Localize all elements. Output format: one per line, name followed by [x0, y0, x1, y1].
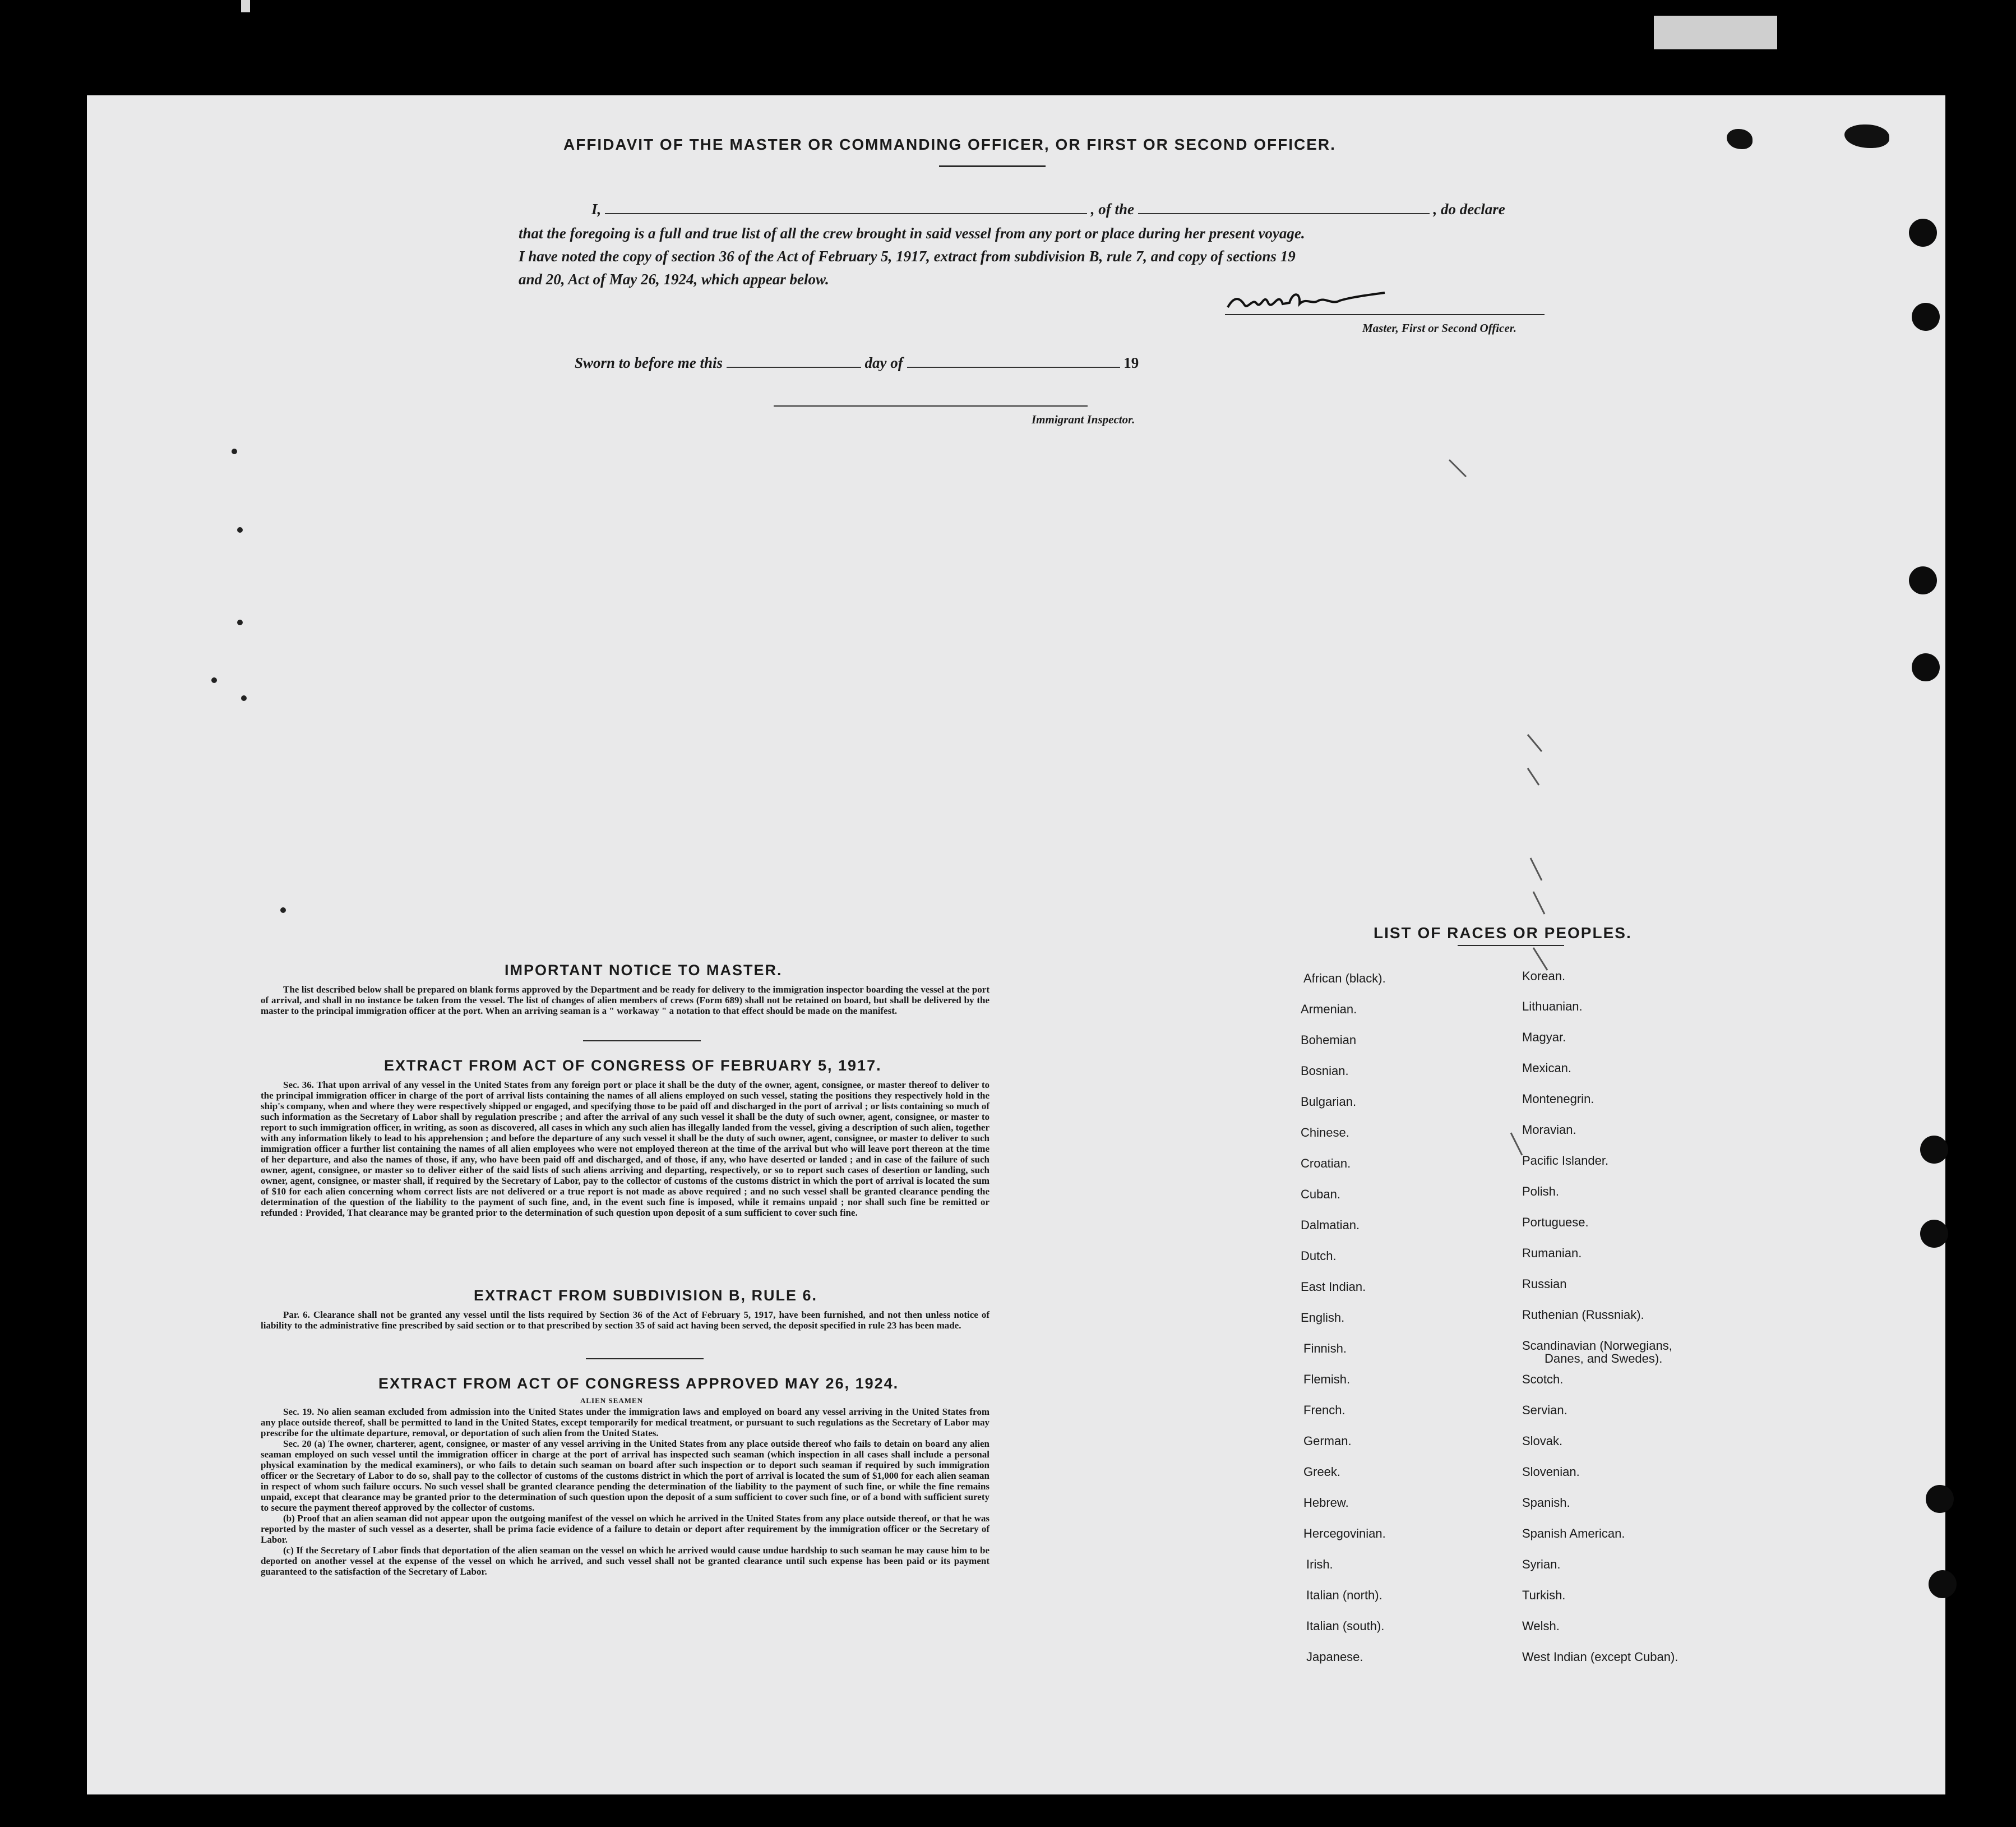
affidavit-line2: that the foregoing is a full and true list of all the crew brought in said vessel from any port or place during her present voyage. — [519, 225, 1305, 242]
race-right-20: Turkish. — [1522, 1588, 1566, 1602]
speck — [211, 677, 217, 683]
affidavit-line1 — [591, 201, 1505, 218]
race-right-5: Moravian. — [1522, 1123, 1576, 1137]
race-right-14: Servian. — [1522, 1403, 1568, 1417]
signature-caption: Master, First or Second Officer. — [1362, 321, 1516, 335]
race-right-10: Russian — [1522, 1277, 1567, 1291]
race-right-16: Slovenian. — [1522, 1465, 1580, 1479]
race-right-13: Scotch. — [1522, 1372, 1564, 1386]
ink-blot — [1844, 124, 1889, 148]
race-left-13: Flemish. — [1303, 1372, 1351, 1386]
race-left-7: Cuban. — [1301, 1187, 1340, 1201]
race-right-8: Portuguese. — [1522, 1215, 1589, 1229]
race-right-2: Magyar. — [1522, 1030, 1566, 1044]
section-20c-text: (c) If the Secretary of Labor finds that deportation of the alien seaman on the vessel on which he arrived would cause undue hardship to such seaman he may cause him to be deported on another vessel at the expense of the vessel on which he arrived, and such vessel shall not be granted clearance until such expense has been paid or its payment guaranteed to the satisfaction of the Secretary of Labor. — [261, 1545, 989, 1577]
pencil-tick-marks — [1444, 454, 1567, 1183]
race-right-19: Syrian. — [1522, 1557, 1561, 1571]
affidavit-line4: and 20, Act of May 26, 1924, which appear below. — [519, 271, 829, 288]
rule6-rule — [586, 1358, 704, 1359]
race-right-1: Lithuanian. — [1522, 999, 1583, 1013]
race-right-17: Spanish. — [1522, 1496, 1570, 1510]
affidavit-title-rule — [939, 165, 1046, 167]
race-left-3: Bosnian. — [1301, 1064, 1349, 1078]
race-left-22: Japanese. — [1306, 1650, 1363, 1664]
race-left-9: Dutch. — [1301, 1249, 1337, 1263]
race-left-6: Croatian. — [1301, 1156, 1351, 1170]
notice-rule — [583, 1040, 701, 1041]
race-right-0: Korean. — [1522, 969, 1566, 983]
section-20a-text: Sec. 20 (a) The owner, charterer, agent, consignee, or master of any vessel arriving in the United States from any place outside thereof who fails to detain on board any alien seaman employed on such vessel until the immigration officer in charge at the port of arrival has inspected such seaman (which inspection in all cases shall include a personal physical examination by the medical examiners), or who fails to detain such seaman on board after such inspection or to deport such seaman if required by such immigration officer or the Secretary of Labor to do so, shall pay to the collector of customs of the customs district in which the port of arrival is located the sum of $1,000 for each alien seaman in respect of whom such failure occurs. No such vessel shall be granted clearance pending the determination of the liability to the payment of such fine, or while the fine remains unpaid, except that clearance may be granted prior to the determination of such question upon the deposit of a sum sufficient to cover such fine, or of a bond with sufficient surety to secure the payment thereof approved by the collector of customs. — [261, 1438, 989, 1513]
punch-hole — [1929, 1570, 1957, 1598]
notice-text: The list described below shall be prepared on blank forms approved by the Department and be ready for delivery to the immigration inspector boarding the vessel at the port of arrival, and shall in no instance be taken from the vessel. The list of changes of alien members of crews (Form 689) shall not be retained on board, but shall be delivered by the master to the principal immigration officer at the port. When an arriving seaman is a " workaway " a notation to that effect should be made on the manifest. — [261, 984, 989, 1016]
rule6-text: Par. 6. Clearance shall not be granted any vessel until the lists required by Section 36 of the Act of February 5, 1917, have been furnished, and not then unless notice of liability to the administrative fine prescribed by said section or to that prescribed by section 35 of said act having been served, the deposit specified in rule 23 has been made. — [261, 1309, 989, 1331]
race-left-1: Armenian. — [1301, 1002, 1357, 1016]
affidavit-title: AFFIDAVIT OF THE MASTER OR COMMANDING OFFICER, OR FIRST OR SECOND OFFICER. — [563, 136, 1336, 153]
declarant-suffix: , do declare — [1433, 201, 1505, 218]
notice-body — [261, 984, 989, 1016]
race-left-19: Irish. — [1306, 1557, 1333, 1571]
sworn-month-blank — [907, 366, 1120, 368]
race-right-15: Slovak. — [1522, 1434, 1563, 1448]
race-right-7: Polish. — [1522, 1184, 1560, 1198]
speck — [237, 620, 243, 625]
race-right-21: Welsh. — [1522, 1619, 1560, 1633]
speck — [237, 527, 243, 533]
race-left-10: East Indian. — [1301, 1280, 1366, 1294]
sworn-day-label: day of — [864, 354, 903, 371]
inspector-line — [774, 405, 1088, 407]
race-left-11: English. — [1301, 1311, 1345, 1325]
notice-title: IMPORTANT NOTICE TO MASTER. — [505, 962, 783, 979]
extract-1917-body — [261, 1079, 989, 1218]
extract-1924-body — [261, 1406, 989, 1577]
race-left-15: German. — [1303, 1434, 1352, 1448]
speck — [280, 907, 286, 913]
scan-edge-top-left — [241, 0, 250, 12]
race-right-18: Spanish American. — [1522, 1526, 1625, 1540]
sworn-year: 19 — [1123, 354, 1139, 371]
race-left-0: African (black). — [1303, 971, 1386, 985]
race-left-5: Chinese. — [1301, 1125, 1349, 1139]
rule6-title: EXTRACT FROM SUBDIVISION B, RULE 6. — [474, 1287, 818, 1304]
race-left-21: Italian (south). — [1306, 1619, 1385, 1633]
race-right-4: Montenegrin. — [1522, 1092, 1594, 1106]
speck — [232, 449, 237, 454]
declarant-prefix: I, — [591, 201, 602, 218]
race-right-12: Scandinavian (Norwegians, — [1522, 1339, 1672, 1353]
speck — [241, 695, 247, 701]
sworn-prefix: Sworn to before me this — [575, 354, 723, 371]
section-20b-text: (b) Proof that an alien seaman did not appear upon the outgoing manifest of the vessel on which he arrived in the United States from any place outside thereof, or that he was reported by the master of such vessel as a deserter, shall be prima facie evidence of a failure to detain or deport after requirement by the immigration officer or the Secretary of Labor. — [261, 1513, 989, 1545]
race-left-17: Hebrew. — [1303, 1496, 1349, 1510]
affidavit-line3: I have noted the copy of section 36 of the Act of February 5, 1917, extract from subdivision B, rule 7, and copy of sections 19 — [519, 248, 1296, 265]
ink-blot — [1727, 129, 1753, 149]
manifest-page — [87, 95, 1945, 1794]
extract-1924-title: EXTRACT FROM ACT OF CONGRESS APPROVED MAY 26, 1924. — [378, 1375, 899, 1392]
extract-1917-title: EXTRACT FROM ACT OF CONGRESS OF FEBRUARY 5, 1917. — [384, 1057, 882, 1074]
vessel-name-blank — [1138, 213, 1430, 214]
rule6-body — [261, 1309, 989, 1331]
race-right-11: Ruthenian (Russniak). — [1522, 1308, 1644, 1322]
punch-hole — [1920, 1220, 1948, 1248]
sworn-line — [575, 354, 1139, 372]
race-right-22: West Indian (except Cuban). — [1522, 1650, 1679, 1664]
race-left-18: Hercegovinian. — [1303, 1526, 1386, 1540]
race-left-8: Dalmatian. — [1301, 1218, 1360, 1232]
section-36-text: Sec. 36. That upon arrival of any vessel in the United States from any foreign port or place it shall be the duty of the owner, agent, consignee, or master thereof to deliver to the principal immigration officer in charge of the port of arrival lists containing the names of all aliens employed on such vessel, stating the positions they respectively hold in the ship's company, when and where they were respectively shipped or engaged, and specifying those to be paid off and discharged in the port of arrival ; or lists containing so much of such information as the Secretary of Labor shall by regulation prescribe ; and after the arrival of any such vessel it shall be the duty of such owner, agent, consignee, or master to report to such immigration officer, in writing, as soon as discovered, all cases in which any such alien has illegally landed from the vessel, giving a description of such alien, together with any information likely to lead to his apprehension ; and before the departure of any such vessel it shall be the duty of such owner, agent, consignee, or master to deliver to such immigration officer a further list containing the names of all alien employees who were not employed thereon at the time of the arrival but who will leave port thereon at the time of her departure, and also the names of those, if any, who have been paid off and discharged, and of those, if any, who have deserted or landed ; and in case of the failure of such owner, agent, consignee, or master so to deliver either of the said lists of such aliens arriving and departing, respectively, or so to report such cases of desertion or landing, such owner, agent, consignee, or master shall, if required by the Secretary of Labor, pay to the collector of customs of the customs district in which the port of arrival is located the sum of $10 for each alien concerning whom correct lists are not delivered or a true report is not made as above required ; and no such vessel shall be granted clearance pending the determination of the question of the liability to the payment of such fine, and, in the event such fine is imposed, while it remains unpaid ; nor shall such fine be remitted or refunded : Provided, That clearance may be granted prior to the determination of such question upon deposit of a sum sufficient to cover such fine. — [261, 1079, 989, 1218]
sworn-day-blank — [727, 366, 861, 368]
punch-hole — [1912, 303, 1940, 331]
race-left-20: Italian (north). — [1306, 1588, 1382, 1602]
punch-hole — [1909, 219, 1937, 247]
race-left-14: French. — [1303, 1403, 1345, 1417]
declarant-name-blank — [605, 213, 1087, 214]
punch-hole — [1920, 1136, 1948, 1164]
race-right-9: Rumanian. — [1522, 1246, 1582, 1260]
inspector-caption: Immigrant Inspector. — [1032, 413, 1135, 426]
race-left-12: Finnish. — [1303, 1341, 1347, 1355]
extract-1924-subtitle: ALIEN SEAMEN — [580, 1396, 644, 1405]
race-right-3: Mexican. — [1522, 1061, 1572, 1075]
race-left-2: Bohemian — [1301, 1033, 1357, 1047]
section-19-text: Sec. 19. No alien seaman excluded from admission into the United States under the immigration laws and employed on board any vessel arriving in the United States from any place outside thereof, shall be permitted to land in the United States, except temporarily for medical treatment, or pursuant to such regulations as the Secretary of Labor may prescribe for the ultimate departure, removal, or deportation of such alien from the United States. — [261, 1406, 989, 1438]
race-left-4: Bulgarian. — [1301, 1095, 1357, 1109]
scan-edge-top-right — [1654, 16, 1777, 49]
race-left-16: Greek. — [1303, 1465, 1341, 1479]
punch-hole — [1912, 653, 1940, 681]
punch-hole — [1926, 1485, 1954, 1513]
race-right-6: Pacific Islander. — [1522, 1154, 1609, 1168]
races-title: LIST OF RACES OR PEOPLES. — [1374, 924, 1632, 942]
race-right-12-continued: Danes, and Swedes). — [1545, 1351, 1663, 1365]
declarant-mid: , of the — [1090, 201, 1135, 218]
punch-hole — [1909, 566, 1937, 594]
signature-line — [1225, 314, 1545, 315]
